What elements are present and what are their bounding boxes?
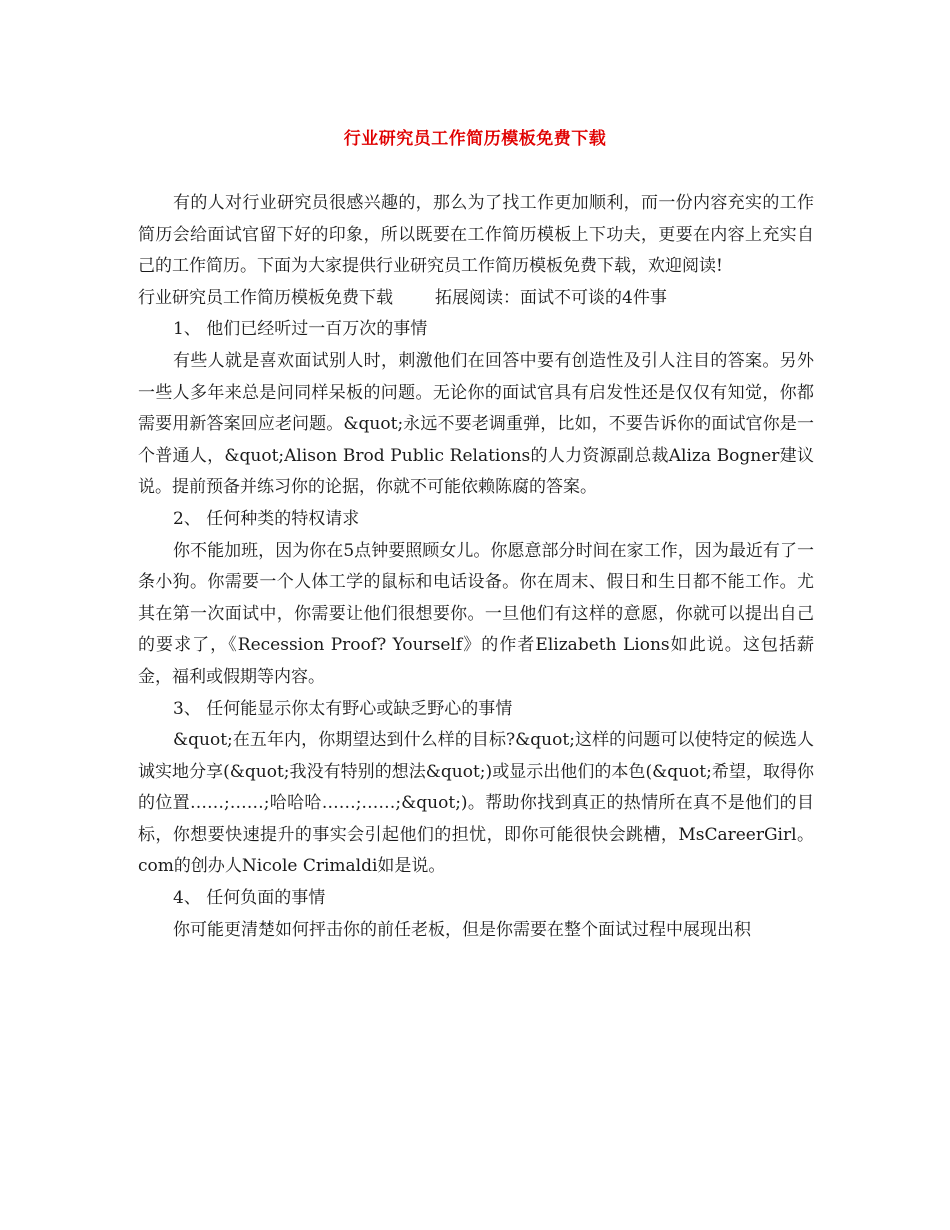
section-text-1: 有些人就是喜欢面试别人时，刺激他们在回答中要有创造性及引人注目的答案。另外一些人多年来总是问同样呆板的问题。无论你的面试官具有启发性还是仅仅有知觉，你都需要用新答案回应老问题。&quot;永远不要老调重弹，比如，不要告诉你的面试官你是一个普通人，&quot;Alison Brod Public Relations的人力资源副总裁Aliza Bogner建议说。提前预备并练习你的论据，你就不可能依赖陈腐的答案。 <box>138 350 814 498</box>
intro-paragraph: 有的人对行业研究员很感兴趣的，那么为了找工作更加顺利，而一份内容充实的工作简历会给面试官留下好的印象，所以既要在工作简历模板上下功夫，更要在内容上充实自己的工作简历。下面为大家提供行业研究员工作简历模板免费下载，欢迎阅读! <box>138 193 814 277</box>
section-heading-4: 4、 任何负面的事情 <box>173 888 326 909</box>
related-link-template[interactable]: 行业研究员工作简历模板免费下载 <box>138 287 393 308</box>
section-text-2: 你不能加班，因为你在5点钟要照顾女儿。你愿意部分时间在家工作，因为最近有了一条小狗。你需要一个人体工学的鼠标和电话设备。你在周末、假日和生日都不能工作。尤其在第一次面试中，你需要让他们很想要你。一旦他们有这样的意愿，你就可以提出自己的要求了，《Recession Proof? Yourself》的作者Elizabeth Lions如此说。这包括薪金，福利或假期等内容。 <box>138 540 814 687</box>
related-links-line <box>138 283 814 315</box>
section-heading-2: 2、 任何种类的特权请求 <box>173 508 360 529</box>
related-link-extended-reading[interactable]: 拓展阅读：面试不可谈的4件事 <box>435 287 667 308</box>
section-text-3: &quot;在五年内，你期望达到什么样的目标?&quot;这样的问题可以使特定的候选人诚实地分享(&quot;我没有特别的想法&quot;)或显示出他们的本色(&quot;希望，取得你的位置……;……;哈哈哈……;……;&quot;)。帮助你找到真正的热情所在真不是他们的目标，你想要快速提升的事实会引起他们的担忧，即你可能很快会跳槽，MsCareerGirl。com的创办人Nicole Crimaldi如是说。 <box>138 730 814 877</box>
section-heading-1: 1、 他们已经听过一百万次的事情 <box>173 319 428 340</box>
section-heading-3: 3、 任何能显示你太有野心或缺乏野心的事情 <box>173 698 513 719</box>
document-body <box>138 188 814 946</box>
section-text-4: 你可能更清楚如何抨击你的前任老板，但是你需要在整个面试过程中展现出积 <box>173 919 751 940</box>
document-title: 行业研究员工作简历模板免费下载 <box>343 129 607 149</box>
